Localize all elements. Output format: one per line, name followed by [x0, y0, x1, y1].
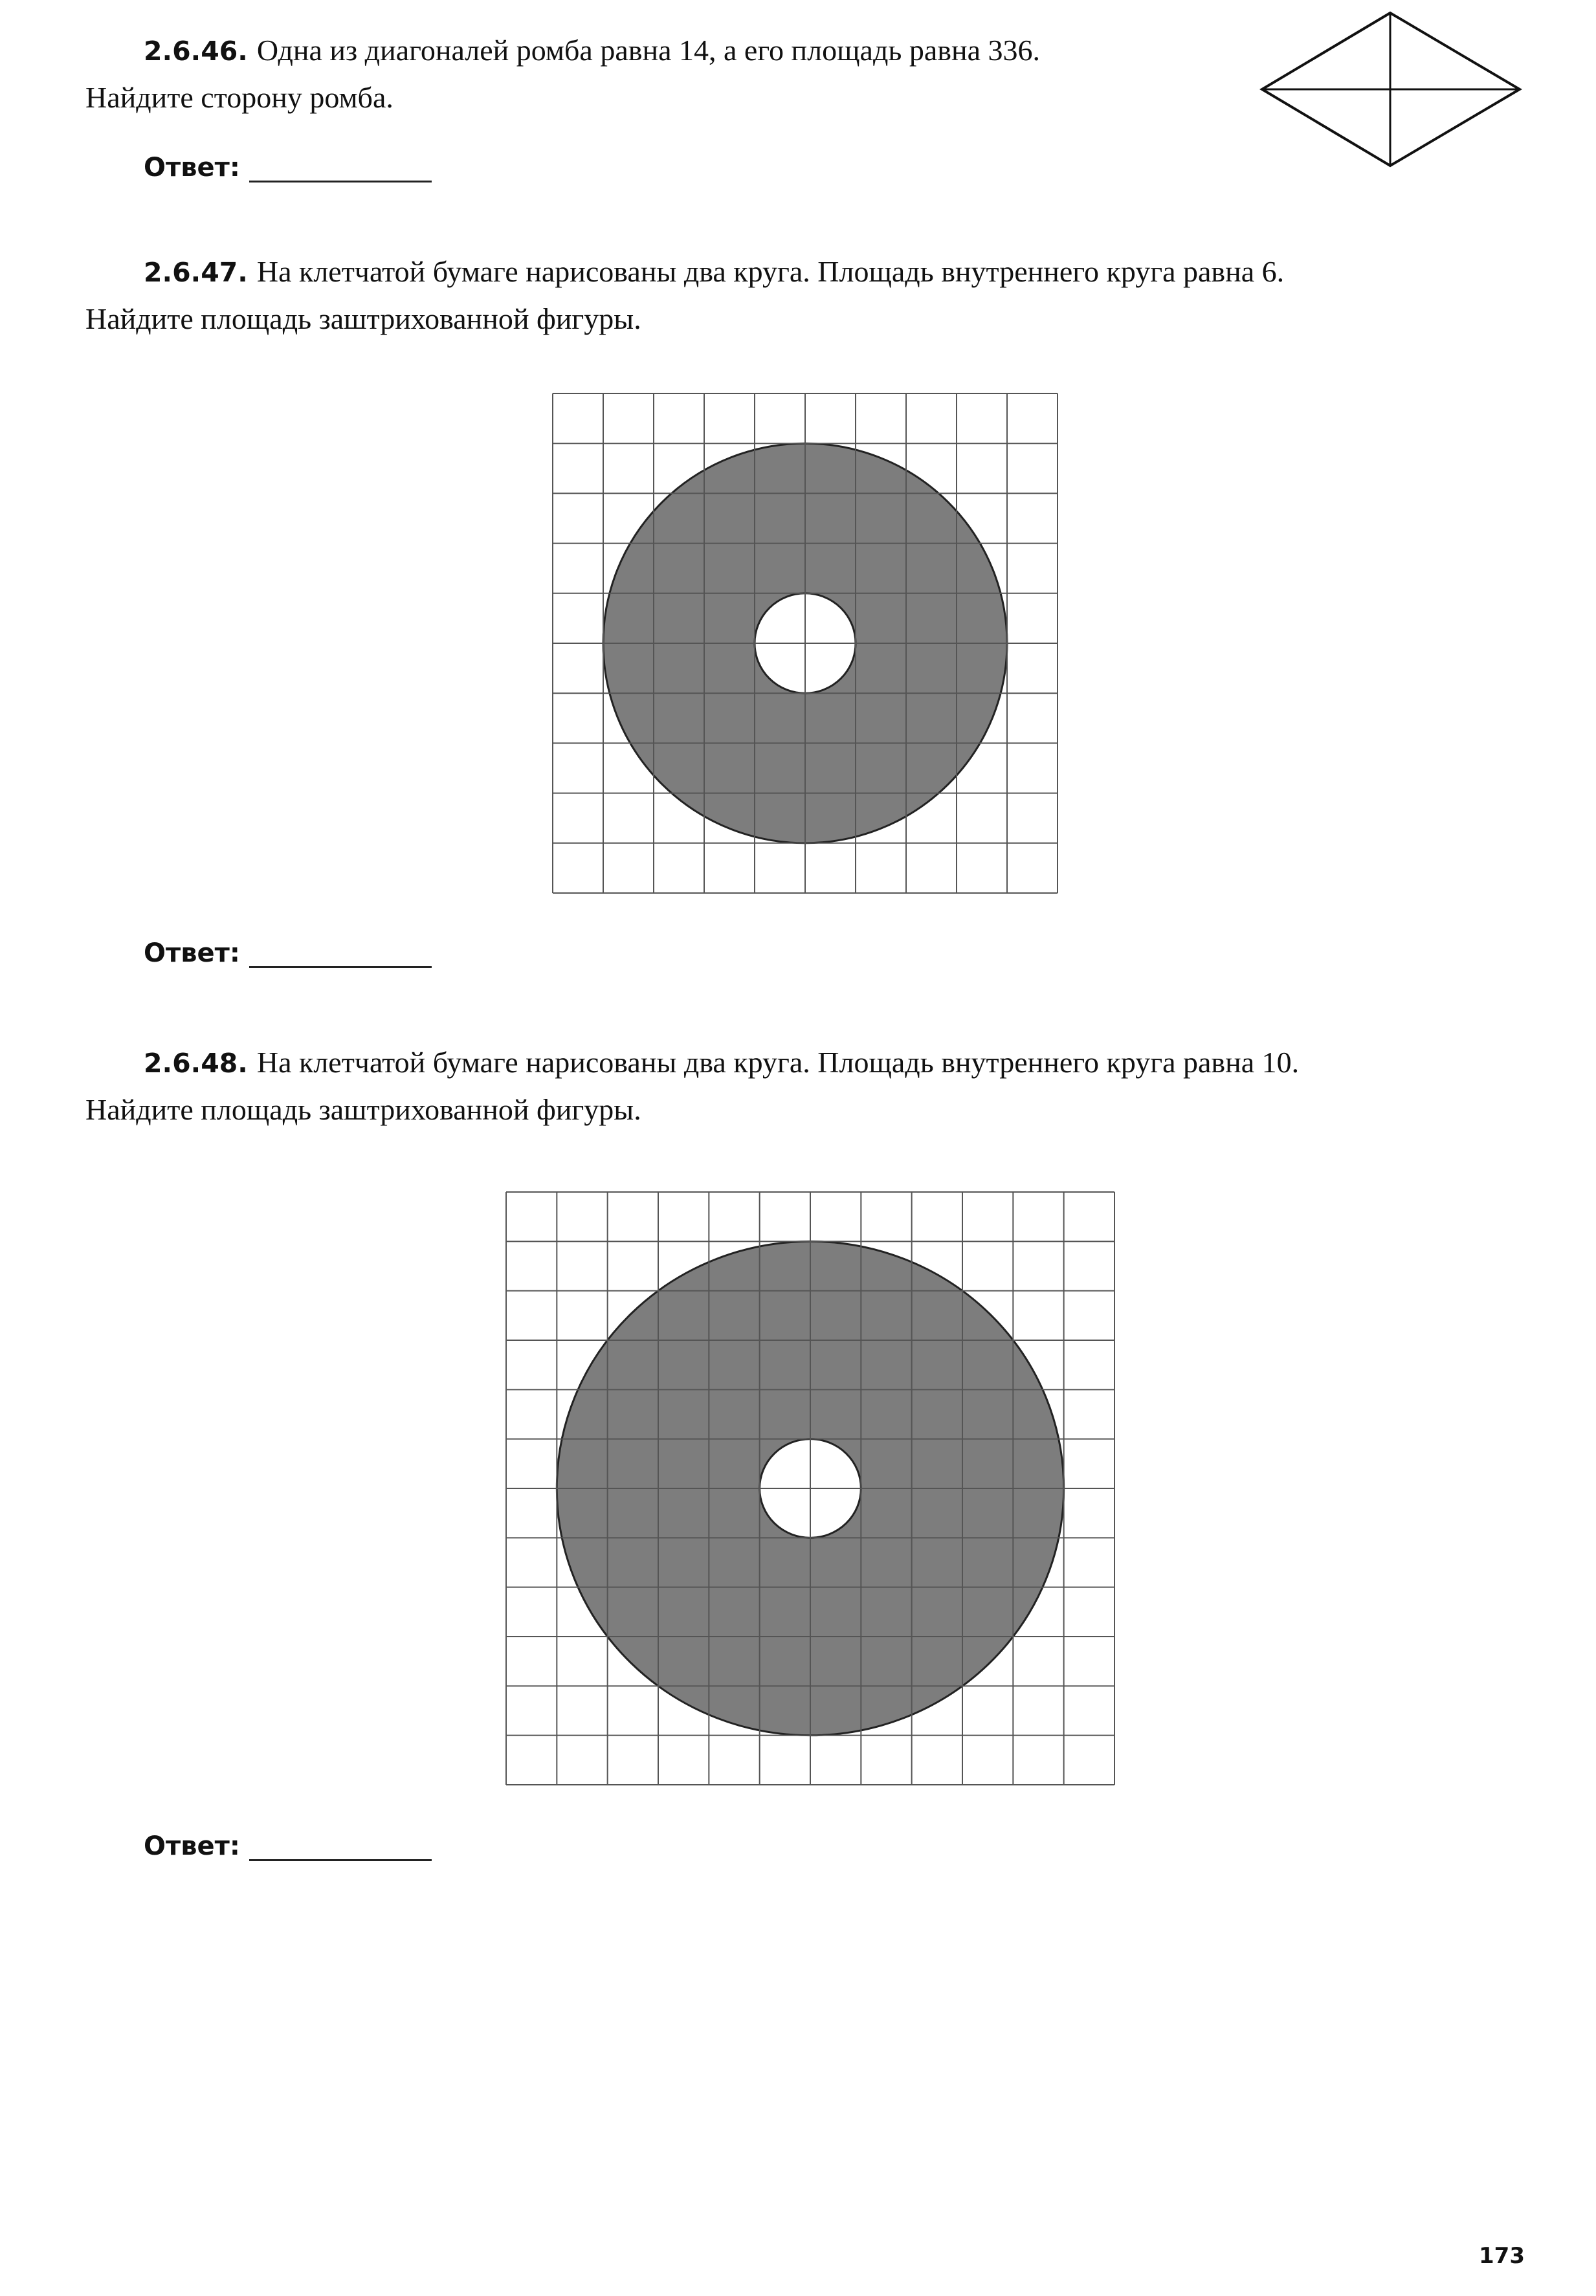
answer-line-2-6-47	[144, 938, 432, 968]
problem-number: 2.6.47.	[144, 257, 248, 288]
problem-statement: Одна из диагоналей ромба равна 14, а его площадь равна 336.	[256, 34, 1041, 67]
problem-number: 2.6.46.	[144, 36, 248, 67]
answer-blank[interactable]	[249, 942, 432, 968]
problem-statement: На клетчатой бумаге нарисованы два круга. Площадь внутреннего круга равна 6.	[256, 255, 1285, 288]
problem-2-6-46	[85, 27, 1225, 121]
answer-line-2-6-48	[144, 1831, 432, 1861]
rhombus-figure	[1249, 9, 1527, 171]
answer-blank[interactable]	[249, 1835, 432, 1861]
page-number: 173	[1479, 2243, 1525, 2269]
problem-number: 2.6.48.	[144, 1048, 248, 1079]
annulus-figure-1	[551, 392, 1059, 894]
problem-question: Найдите площадь заштрихованной фигуры.	[85, 1093, 641, 1126]
problem-2-6-47	[85, 248, 1535, 342]
answer-label: Ответ:	[144, 153, 240, 182]
problem-question: Найдите площадь заштрихованной фигуры.	[85, 302, 641, 335]
problem-statement: На клетчатой бумаге нарисованы два круга. Площадь внутреннего круга равна 10.	[256, 1046, 1300, 1079]
answer-line-2-6-46	[144, 153, 432, 182]
annulus-figure-2	[505, 1191, 1116, 1786]
answer-label: Ответ:	[144, 1831, 240, 1861]
answer-blank[interactable]	[249, 156, 432, 182]
problem-2-6-48	[85, 1039, 1535, 1133]
problem-question: Найдите сторону ромба.	[85, 81, 393, 114]
answer-label: Ответ:	[144, 938, 240, 968]
